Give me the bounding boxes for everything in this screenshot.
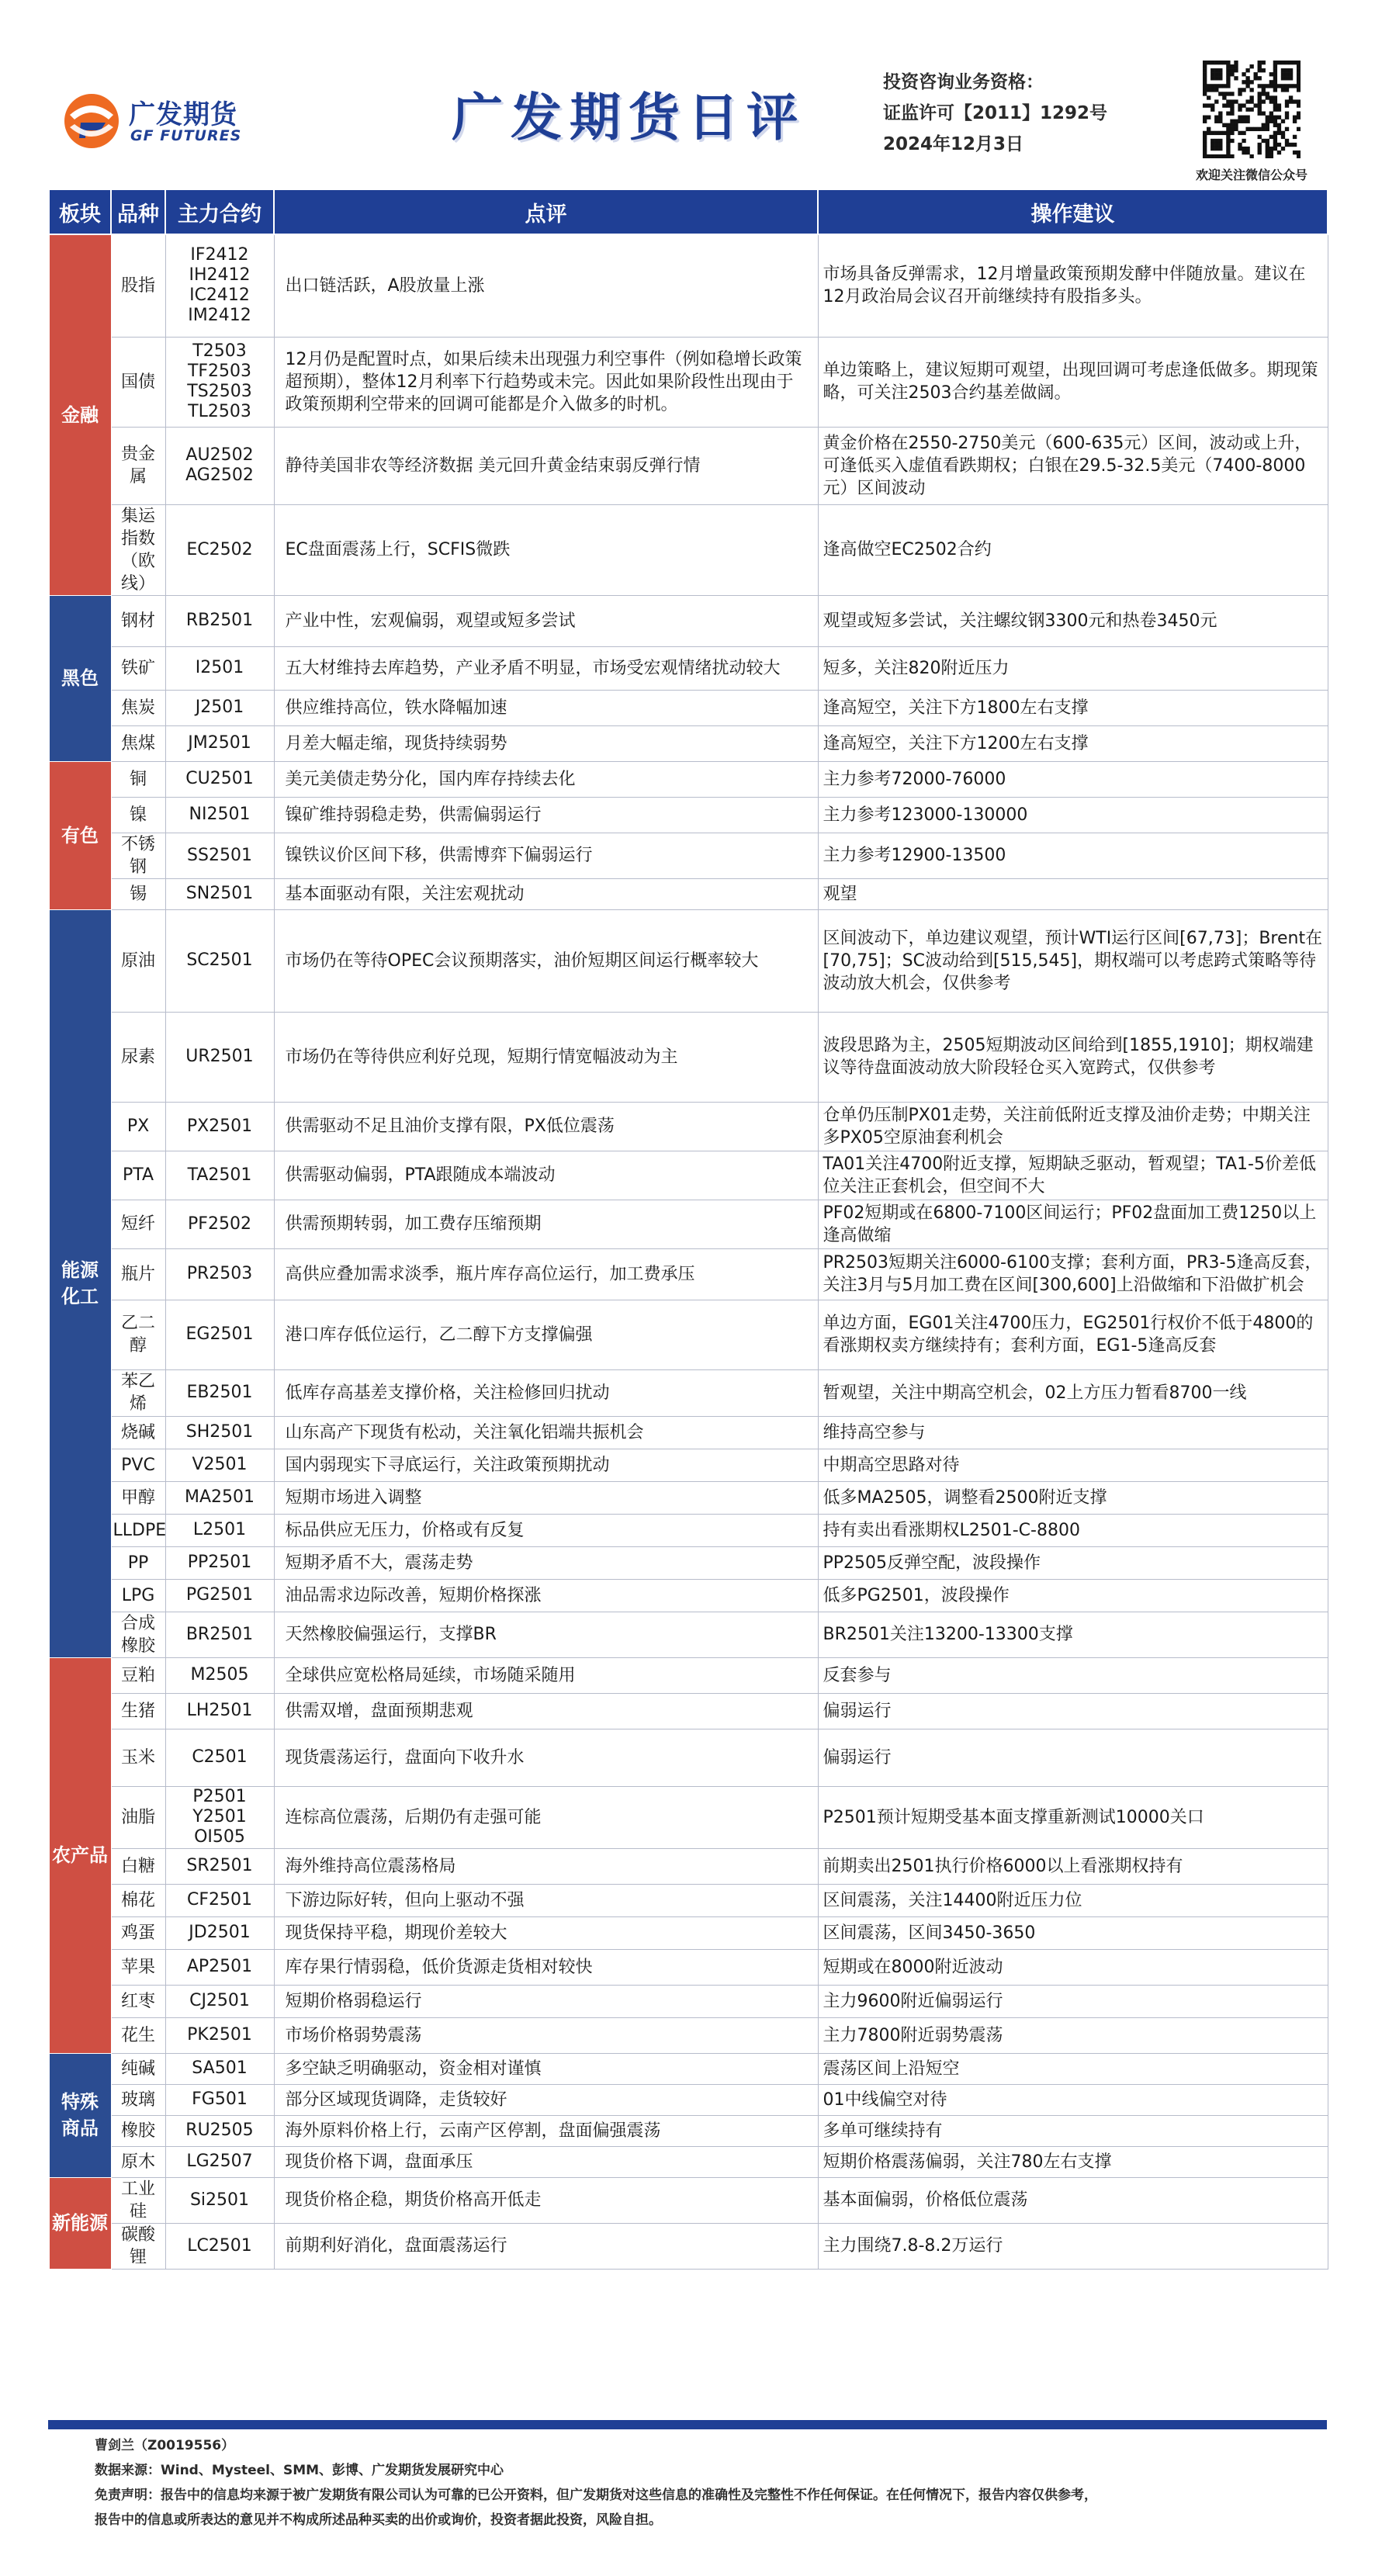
product-cell: 乙二醇 [111, 1300, 165, 1369]
comment-cell: 月差大幅走缩，现货持续弱势 [274, 725, 818, 761]
contract-cell: PP2501 [165, 1546, 274, 1579]
comment-cell: 市场仍在等待OPEC会议预期落实，油价短期区间运行概率较大 [274, 909, 818, 1012]
contract-cell: PR2503 [165, 1248, 274, 1300]
advice-cell: 单边策略上，建议短期可观望，出现回调可考虑逢低做多。期现策略，可关注2503合约基差做阔。 [818, 337, 1328, 427]
header-sector: 板块 [49, 189, 111, 234]
comment-cell: 五大材维持去库趋势，产业矛盾不明显，市场受宏观情绪扰动较大 [274, 646, 818, 690]
advice-cell: 逢高短空，关注下方1200左右支撑 [818, 725, 1328, 761]
table-row [49, 761, 1328, 797]
comment-cell: 油品需求边际改善，短期价格探涨 [274, 1579, 818, 1612]
comment-cell: 供需驱动偏弱，PTA跟随成本端波动 [274, 1151, 818, 1200]
comment-cell: 低库存高基差支撑价格，关注检修回归扰动 [274, 1369, 818, 1416]
contract-cell: Si2501 [165, 2177, 274, 2223]
advice-cell: 市场具备反弹需求，12月增量政策预期发酵中伴随放量。建议在12月政治局会议召开前继续持有股指多头。 [818, 234, 1328, 337]
contract-cell: T2503 TF2503 TS2503 TL2503 [165, 337, 274, 427]
table-row [49, 1985, 1328, 2017]
contract-cell: FG501 [165, 2084, 274, 2115]
advice-cell: 持有卖出看涨期权L2501-C-8800 [818, 1514, 1328, 1546]
product-cell: 碳酸锂 [111, 2223, 165, 2269]
comment-cell: 海外维持高位震荡格局 [274, 1848, 818, 1884]
contract-cell: RB2501 [165, 595, 274, 646]
advice-cell: 逢高短空，关注下方1800左右支撑 [818, 690, 1328, 725]
comment-cell: 12月仍是配置时点，如果后续未出现强力利空事件（例如稳增长政策超预期），整体12月利率下行趋势或未完。因此如果阶段性出现由于政策预期利空带来的回调可能都是介入做多的时机。 [274, 337, 818, 427]
sector-label-energy-chemical: 能源 化工 [49, 909, 111, 1657]
sector-label-nonferrous: 有色 [49, 761, 111, 909]
table-row [49, 1481, 1328, 1514]
product-cell: 瓶片 [111, 1248, 165, 1300]
gf-logo-icon [62, 92, 121, 151]
table-row [49, 1848, 1328, 1884]
comment-cell: 供应维持高位，铁水降幅加速 [274, 690, 818, 725]
product-cell: 锡 [111, 878, 165, 909]
comment-cell: 部分区域现货调降，走货较好 [274, 2084, 818, 2115]
product-cell: 短纤 [111, 1200, 165, 1248]
header-advice: 操作建议 [818, 189, 1328, 234]
comment-cell: 国内弱现实下寻底运行，关注政策预期扰动 [274, 1449, 818, 1481]
comment-cell: 静待美国非农等经济数据 美元回升黄金结束弱反弹行情 [274, 427, 818, 504]
comment-cell: 短期价格弱稳运行 [274, 1985, 818, 2017]
table-row [49, 2053, 1328, 2084]
contract-cell: PF2502 [165, 1200, 274, 1248]
contract-cell: CJ2501 [165, 1985, 274, 2017]
contract-cell: PX2501 [165, 1102, 274, 1151]
table-row [49, 1151, 1328, 1200]
advice-cell: 主力参考72000-76000 [818, 761, 1328, 797]
contract-cell: SR2501 [165, 1848, 274, 1884]
table-row [49, 1200, 1328, 1248]
table-row [49, 1949, 1328, 1985]
comment-cell: 天然橡胶偏强运行，支撑BR [274, 1612, 818, 1657]
table-row [49, 234, 1328, 337]
advice-cell: 主力围绕7.8-8.2万运行 [818, 2223, 1328, 2269]
contract-cell: CU2501 [165, 761, 274, 797]
advice-cell: 区间震荡，区间3450-3650 [818, 1916, 1328, 1949]
product-cell: 花生 [111, 2017, 165, 2053]
contract-cell: SS2501 [165, 833, 274, 878]
advice-cell: 偏弱运行 [818, 1729, 1328, 1786]
qr-caption: 欢迎关注微信公众号 [1195, 168, 1307, 182]
comment-cell: 出口链活跃，A股放量上涨 [274, 234, 818, 337]
contract-cell: EG2501 [165, 1300, 274, 1369]
advice-cell: 低多PG2501，波段操作 [818, 1579, 1328, 1612]
advice-cell: 波段思路为主，2505短期波动区间给到[1855,1910]；期权端建议等待盘面波动放大阶段轻仓买入宽跨式，仅供参考 [818, 1012, 1328, 1102]
advice-cell: 观望 [818, 878, 1328, 909]
comment-cell: 库存果行情弱稳，低价货源走货相对较快 [274, 1949, 818, 1985]
table-header-row [49, 189, 1328, 234]
sector-label-agriculture: 农产品 [49, 1657, 111, 2053]
table-row [49, 909, 1328, 1012]
product-cell: 红枣 [111, 1985, 165, 2017]
advice-cell: 主力9600附近偏弱运行 [818, 1985, 1328, 2017]
wechat-qr-code-icon [1203, 61, 1301, 158]
sector-label-special: 特殊 商品 [49, 2053, 111, 2177]
comment-cell: 美元美债走势分化，国内库存持续去化 [274, 761, 818, 797]
table-body [49, 234, 1328, 2269]
logo-english-name: GF FUTURES [130, 127, 242, 144]
comment-cell: 山东高产下现货有松动，关注氧化铝端共振机会 [274, 1416, 818, 1449]
product-cell: 集运指数 （欧线） [111, 504, 165, 595]
header-comment: 点评 [274, 189, 818, 234]
analyst-line: 曹剑兰（Z0019556） [95, 2438, 235, 2453]
comment-cell: 供需驱动不足且油价支撑有限，PX低位震荡 [274, 1102, 818, 1151]
product-cell: LLDPE [111, 1514, 165, 1546]
product-cell: 玉米 [111, 1729, 165, 1786]
comment-cell: 海外原料价格上行，云南产区停割，盘面偏强震荡 [274, 2115, 818, 2146]
license-line: 证监许可【2011】1292号 [883, 103, 1108, 123]
comment-cell: 高供应叠加需求淡季，瓶片库存高位运行，加工费承压 [274, 1248, 818, 1300]
table-row [49, 2223, 1328, 2269]
contract-cell: JD2501 [165, 1916, 274, 1949]
sector-label-ferrous: 黑色 [49, 595, 111, 761]
advice-cell: 观望或短多尝试，关注螺纹钢3300元和热卷3450元 [818, 595, 1328, 646]
contract-cell: L2501 [165, 1514, 274, 1546]
contract-cell: EB2501 [165, 1369, 274, 1416]
table-row [49, 725, 1328, 761]
advice-cell: 单边方面，EG01关注4700压力，EG2501行权价不低于4800的看涨期权卖方继续持有；套利方面，EG1-5逢高反套 [818, 1300, 1328, 1369]
product-cell: 钢材 [111, 595, 165, 646]
product-cell: PVC [111, 1449, 165, 1481]
table-row [49, 1729, 1328, 1786]
contract-cell: SH2501 [165, 1416, 274, 1449]
advice-cell: PP2505反弹空配，波段操作 [818, 1546, 1328, 1579]
product-cell: 生猪 [111, 1693, 165, 1729]
report-title: 广发期货日评 [452, 88, 805, 147]
comment-cell: 现货价格下调，盘面承压 [274, 2146, 818, 2177]
contract-cell: LH2501 [165, 1693, 274, 1729]
table-row [49, 1449, 1328, 1481]
advice-cell: 主力参考123000-130000 [818, 797, 1328, 833]
comment-cell: 港口库存低位运行，乙二醇下方支撑偏强 [274, 1300, 818, 1369]
comment-cell: 市场价格弱势震荡 [274, 2017, 818, 2053]
advice-cell: 仓单仍压制PX01走势，关注前低附近支撑及油价走势；中期关注多PX05空原油套利机会 [818, 1102, 1328, 1151]
product-cell: 股指 [111, 234, 165, 337]
contract-cell: AU2502 AG2502 [165, 427, 274, 504]
comment-cell: 基本面驱动有限，关注宏观扰动 [274, 878, 818, 909]
product-cell: 铁矿 [111, 646, 165, 690]
footer-notes [95, 2433, 1097, 2533]
table-row [49, 1916, 1328, 1949]
product-cell: 玻璃 [111, 2084, 165, 2115]
product-cell: 国债 [111, 337, 165, 427]
table-row [49, 1300, 1328, 1369]
comment-cell: 现货价格企稳，期货价格高开低走 [274, 2177, 818, 2223]
table-row [49, 797, 1328, 833]
table-row [49, 1546, 1328, 1579]
product-cell: 原油 [111, 909, 165, 1012]
advice-cell: PF02短期或在6800-7100区间运行；PF02盘面加工费1250以上逢高做缩 [818, 1200, 1328, 1248]
contract-cell: P2501 Y2501 OI505 [165, 1786, 274, 1848]
contract-cell: IF2412 IH2412 IC2412 IM2412 [165, 234, 274, 337]
comment-cell: 全球供应宽松格局延续，市场随采随用 [274, 1657, 818, 1693]
comment-cell: 短期市场进入调整 [274, 1481, 818, 1514]
product-cell: 白糖 [111, 1848, 165, 1884]
comment-cell: 镍矿维持弱稳走势，供需偏弱运行 [274, 797, 818, 833]
comment-cell: 前期利好消化，盘面震荡运行 [274, 2223, 818, 2269]
comment-cell: EC盘面震荡上行，SCFIS微跌 [274, 504, 818, 595]
product-cell: 不锈钢 [111, 833, 165, 878]
advice-cell: 震荡区间上沿短空 [818, 2053, 1328, 2084]
contract-cell: EC2502 [165, 504, 274, 595]
advice-cell: 基本面偏弱，价格低位震荡 [818, 2177, 1328, 2223]
advice-cell: PR2503短期关注6000-6100支撑；套利方面，PR3-5逢高反套，关注3月与5月加工费在区间[300,600]上沿做缩和下沿做扩机会 [818, 1248, 1328, 1300]
advice-cell: 暂观望，关注中期高空机会，02上方压力暂看8700一线 [818, 1369, 1328, 1416]
contract-cell: SN2501 [165, 878, 274, 909]
advice-cell: 短期价格震荡偏弱，关注780左右支撑 [818, 2146, 1328, 2177]
product-cell: 棉花 [111, 1884, 165, 1916]
product-cell: PX [111, 1102, 165, 1151]
comment-cell: 短期矛盾不大，震荡走势 [274, 1546, 818, 1579]
comment-cell: 多空缺乏明确驱动，资金相对谨慎 [274, 2053, 818, 2084]
advice-cell: P2501预计短期受基本面支撑重新测试10000关口 [818, 1786, 1328, 1848]
product-cell: PTA [111, 1151, 165, 1200]
product-cell: 镍 [111, 797, 165, 833]
table-row [49, 1514, 1328, 1546]
contract-cell: NI2501 [165, 797, 274, 833]
disclaimer-line: 报告中的信息或所表达的意见并不构成所述品种买卖的出价或询价，投资者据此投资，风险自担。 [95, 2512, 662, 2528]
report-date: 2024年12月3日 [883, 134, 1024, 154]
advice-cell: 低多MA2505，调整看2500附近支撑 [818, 1481, 1328, 1514]
header-contract: 主力合约 [165, 189, 274, 234]
contract-cell: PG2501 [165, 1579, 274, 1612]
gf-logo [62, 92, 264, 154]
table-row [49, 504, 1328, 595]
table-row [49, 1612, 1328, 1657]
contract-cell: LC2501 [165, 2223, 274, 2269]
table-row [49, 2146, 1328, 2177]
comment-cell: 供需预期转弱，加工费存压缩预期 [274, 1200, 818, 1248]
contract-cell: M2505 [165, 1657, 274, 1693]
table-row [49, 833, 1328, 878]
advice-cell: BR2501关注13200-13300支撑 [818, 1612, 1328, 1657]
table-row [49, 878, 1328, 909]
comment-cell: 供需双增，盘面预期悲观 [274, 1693, 818, 1729]
contract-cell: I2501 [165, 646, 274, 690]
comment-cell: 连棕高位震荡，后期仍有走强可能 [274, 1786, 818, 1848]
comment-cell: 市场仍在等待供应利好兑现，短期行情宽幅波动为主 [274, 1012, 818, 1102]
contract-cell: MA2501 [165, 1481, 274, 1514]
product-cell: 甲醇 [111, 1481, 165, 1514]
contract-cell: RU2505 [165, 2115, 274, 2146]
sector-label-new-energy: 新能源 [49, 2177, 111, 2269]
daily-review-table [48, 189, 1328, 2270]
contract-cell: V2501 [165, 1449, 274, 1481]
advice-cell: 区间震荡，关注14400附近压力位 [818, 1884, 1328, 1916]
advice-cell: 维持高空参与 [818, 1416, 1328, 1449]
product-cell: LPG [111, 1579, 165, 1612]
qualification-line: 投资咨询业务资格： [883, 72, 1044, 92]
contract-cell: BR2501 [165, 1612, 274, 1657]
table-row [49, 595, 1328, 646]
advice-cell: 主力7800附近弱势震荡 [818, 2017, 1328, 2053]
header-product: 品种 [111, 189, 165, 234]
contract-cell: LG2507 [165, 2146, 274, 2177]
table-row [49, 1884, 1328, 1916]
product-cell: 工业硅 [111, 2177, 165, 2223]
comment-cell: 标品供应无压力，价格或有反复 [274, 1514, 818, 1546]
advice-cell: 主力参考12900-13500 [818, 833, 1328, 878]
product-cell: 贵金属 [111, 427, 165, 504]
contract-cell: J2501 [165, 690, 274, 725]
advice-cell: 偏弱运行 [818, 1693, 1328, 1729]
comment-cell: 镍铁议价区间下移，供需博弈下偏弱运行 [274, 833, 818, 878]
disclaimer-line: 免责声明：报告中的信息均来源于被广发期货有限公司认为可靠的已公开资料，但广发期货对这些信息的准确性及完整性不作任何保证。在任何情况下，报告内容仅供参考， [95, 2488, 1097, 2503]
table-row [49, 2115, 1328, 2146]
footer-divider [48, 2420, 1327, 2429]
table-row [49, 1579, 1328, 1612]
table-row [49, 1416, 1328, 1449]
table-row [49, 1102, 1328, 1151]
advice-cell: 反套参与 [818, 1657, 1328, 1693]
table-row [49, 1369, 1328, 1416]
advice-cell: 逢高做空EC2502合约 [818, 504, 1328, 595]
advice-cell: 前期卖出2501执行价格6000以上看涨期权持有 [818, 1848, 1328, 1884]
comment-cell: 现货保持平稳，期现价差较大 [274, 1916, 818, 1949]
product-cell: 油脂 [111, 1786, 165, 1848]
table-row [49, 690, 1328, 725]
data-source-line: 数据来源：Wind、Mysteel、SMM、彭博、广发期货发展研究中心 [95, 2463, 504, 2478]
table-row [49, 1786, 1328, 1848]
comment-cell: 产业中性，宏观偏弱，观望或短多尝试 [274, 595, 818, 646]
advice-cell: 黄金价格在2550-2750美元（600-635元）区间，波动或上升，可逢低买入虚值看跌期权；白银在29.5-32.5美元（7400-8000元）区间波动 [818, 427, 1328, 504]
table-row [49, 2084, 1328, 2115]
product-cell: 焦煤 [111, 725, 165, 761]
comment-cell: 现货震荡运行，盘面向下收升水 [274, 1729, 818, 1786]
product-cell: 苹果 [111, 1949, 165, 1985]
contract-cell: SA501 [165, 2053, 274, 2084]
comment-cell: 下游边际好转，但向上驱动不强 [274, 1884, 818, 1916]
product-cell: 原木 [111, 2146, 165, 2177]
contract-cell: UR2501 [165, 1012, 274, 1102]
table-row [49, 1657, 1328, 1693]
contract-cell: PK2501 [165, 2017, 274, 2053]
product-cell: 豆粕 [111, 1657, 165, 1693]
product-cell: 铜 [111, 761, 165, 797]
product-cell: 苯乙烯 [111, 1369, 165, 1416]
advice-cell: 中期高空思路对待 [818, 1449, 1328, 1481]
product-cell: 合成橡胶 [111, 1612, 165, 1657]
advice-cell: TA01关注4700附近支撑，短期缺乏驱动，暂观望；TA1-5价差低位关注正套机会，但空间不大 [818, 1151, 1328, 1200]
table-row [49, 1248, 1328, 1300]
logo-chinese-name: 广发期货 [129, 99, 237, 130]
table-row [49, 337, 1328, 427]
sector-label-finance: 金融 [49, 234, 111, 595]
table-row [49, 646, 1328, 690]
product-cell: 焦炭 [111, 690, 165, 725]
table-row [49, 427, 1328, 504]
table-row [49, 2177, 1328, 2223]
advice-cell: 短期或在8000附近波动 [818, 1949, 1328, 1985]
table-row [49, 1693, 1328, 1729]
contract-cell: JM2501 [165, 725, 274, 761]
product-cell: 橡胶 [111, 2115, 165, 2146]
product-cell: 尿素 [111, 1012, 165, 1102]
product-cell: PP [111, 1546, 165, 1579]
table-row [49, 2017, 1328, 2053]
advice-cell: 01中线偏空对待 [818, 2084, 1328, 2115]
product-cell: 纯碱 [111, 2053, 165, 2084]
contract-cell: AP2501 [165, 1949, 274, 1985]
advice-cell: 多单可继续持有 [818, 2115, 1328, 2146]
contract-cell: TA2501 [165, 1151, 274, 1200]
advice-cell: 区间波动下，单边建议观望，预计WTI运行区间[67,73]；Brent在[70,75]；SC波动给到[515,545]，期权端可以考虑跨式策略等待波动放大机会，仅供参考 [818, 909, 1328, 1012]
contract-cell: CF2501 [165, 1884, 274, 1916]
report-header [0, 0, 1375, 186]
product-cell: 烧碱 [111, 1416, 165, 1449]
qualification-block [883, 67, 1107, 160]
contract-cell: SC2501 [165, 909, 274, 1012]
contract-cell: C2501 [165, 1729, 274, 1786]
advice-cell: 短多，关注820附近压力 [818, 646, 1328, 690]
product-cell: 鸡蛋 [111, 1916, 165, 1949]
table-row [49, 1012, 1328, 1102]
